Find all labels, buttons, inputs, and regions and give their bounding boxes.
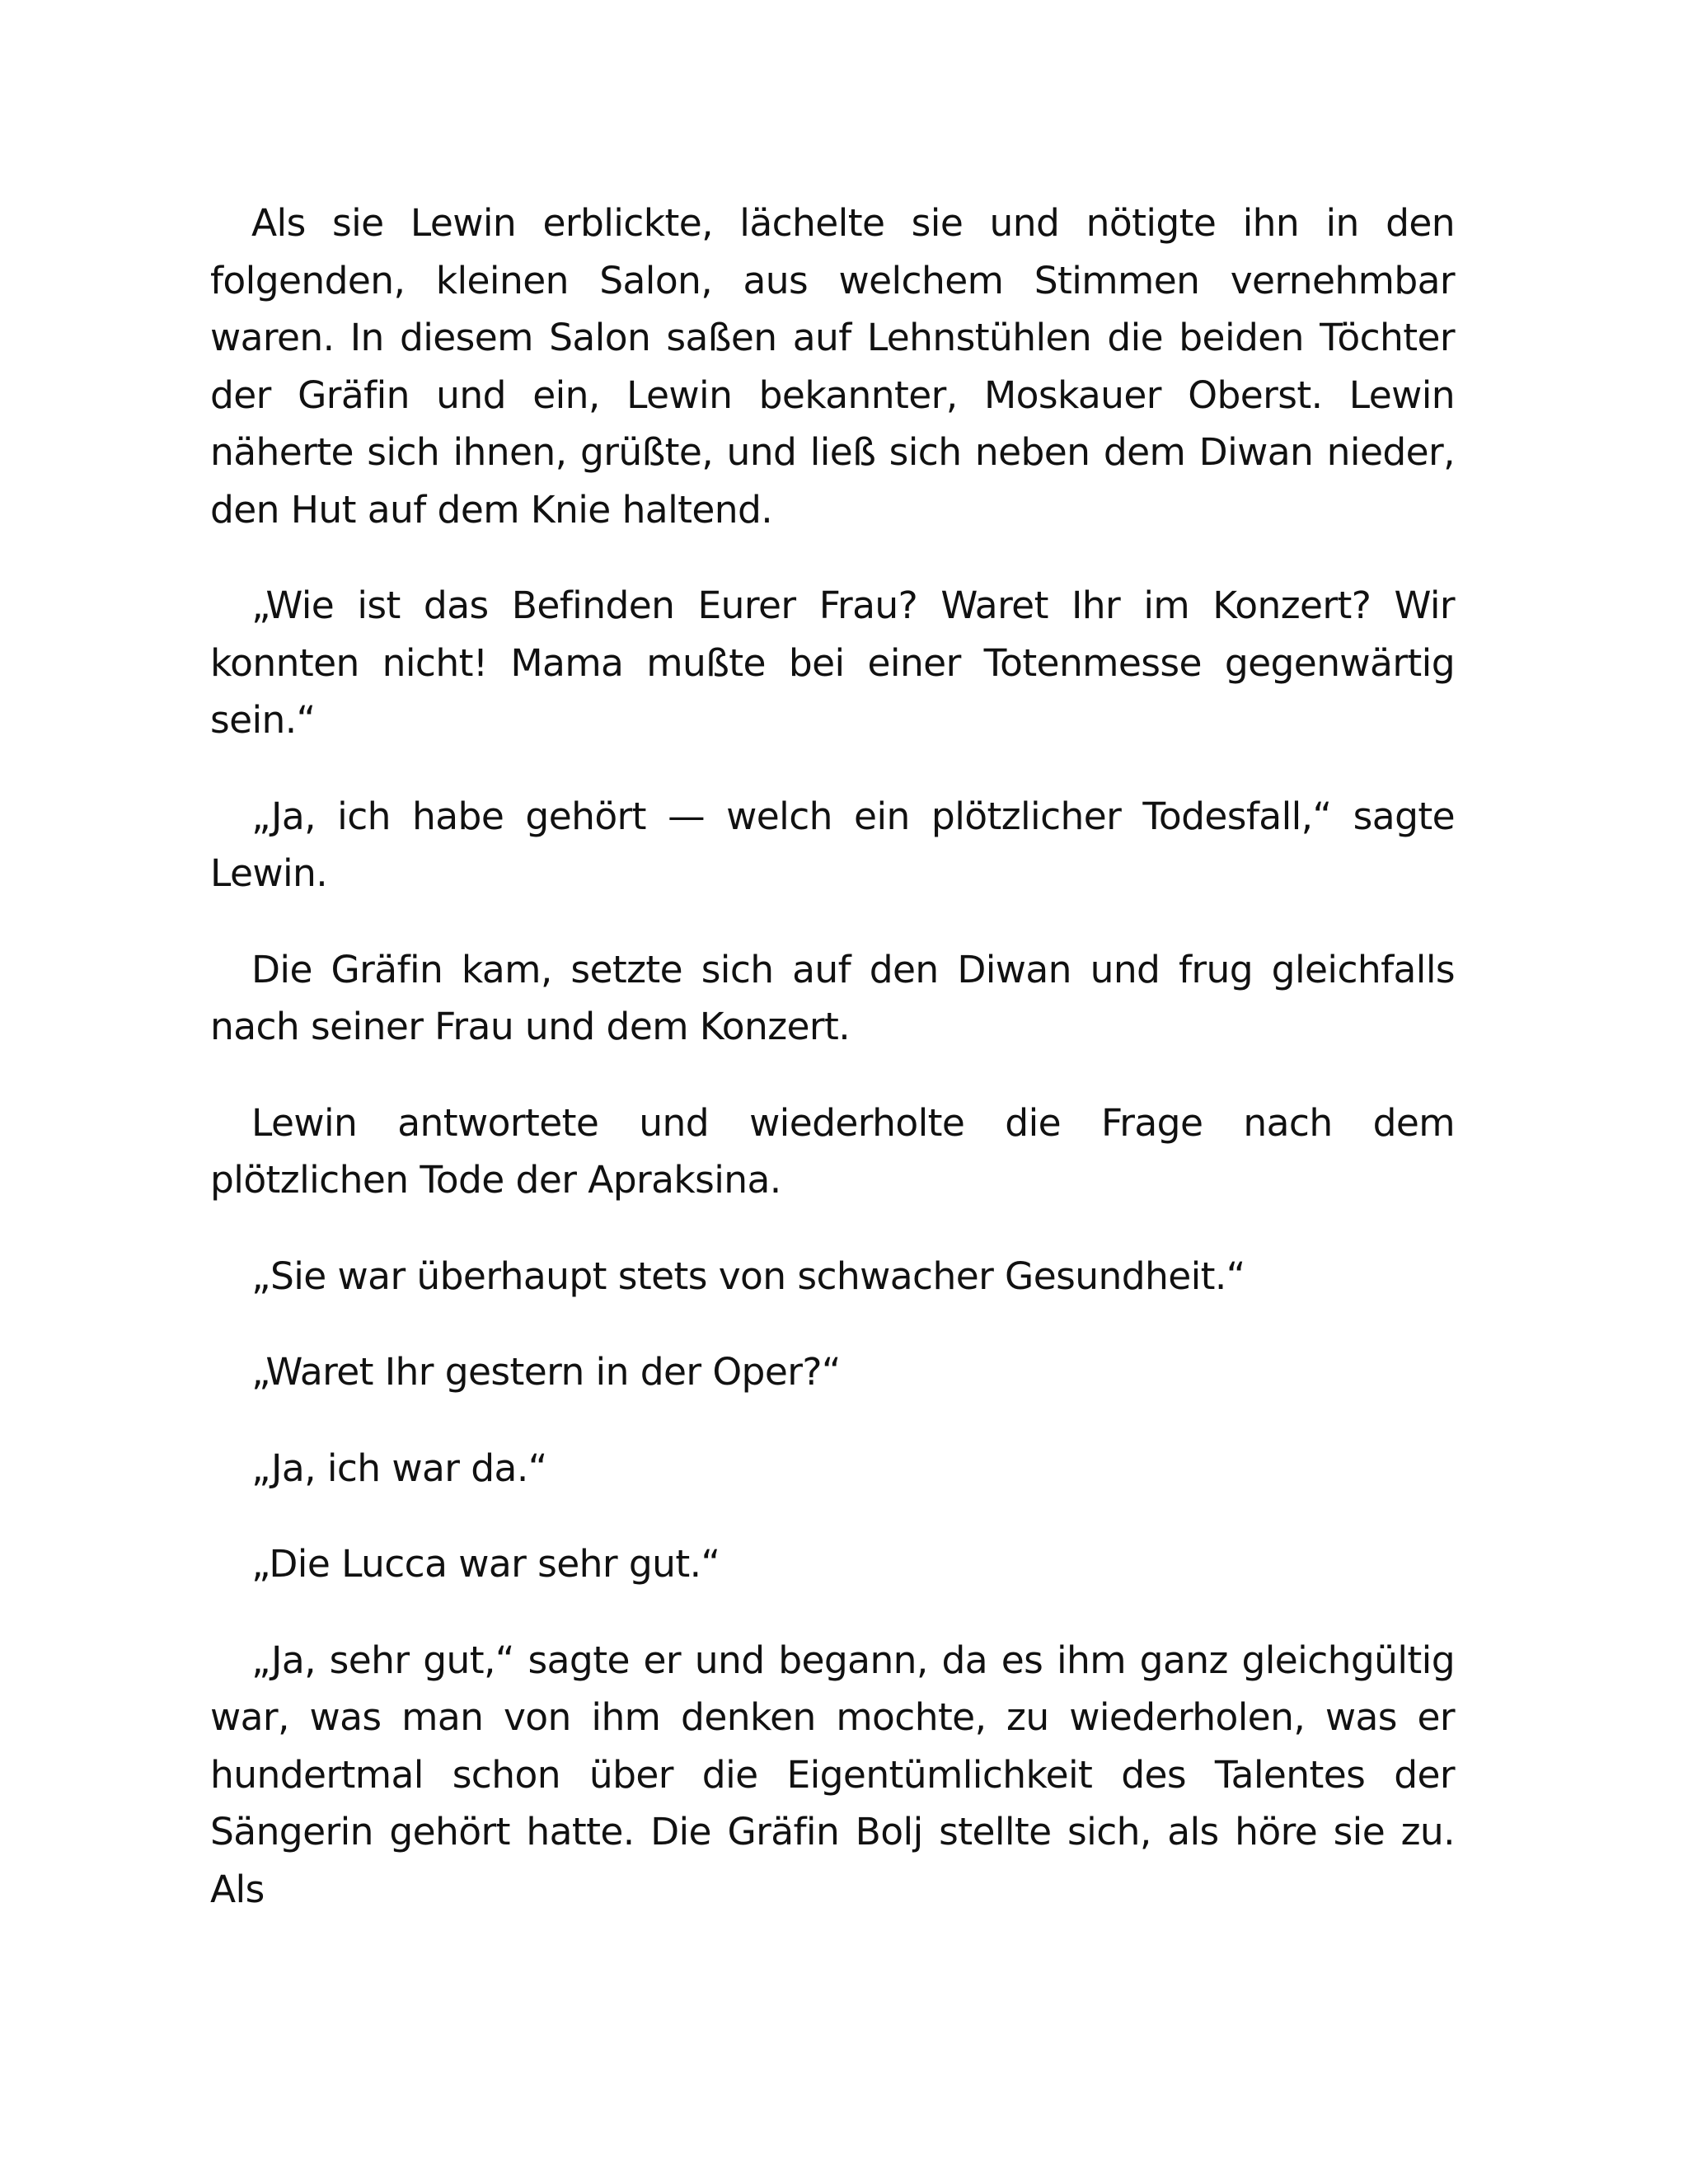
paragraph: „Wie ist das Befinden Eurer Frau? Waret Ihr im Konzert? Wir konnten nicht! Mama mußte bei einer Totenmesse gegenwärtig sein.“ bbox=[210, 583, 1455, 742]
paragraph: „Sie war überhaupt stets von schwacher Gesundheit.“ bbox=[251, 1254, 1245, 1298]
paragraph: „Ja, ich war da.“ bbox=[251, 1446, 547, 1490]
paragraph: Lewin antwortete und wiederholte die Frage nach dem plötzlichen Tode der Apraksina. bbox=[210, 1100, 1455, 1202]
page-text bbox=[210, 194, 1455, 1918]
paragraph: „Die Lucca war sehr gut.“ bbox=[251, 1542, 720, 1586]
paragraph: Die Gräfin kam, setzte sich auf den Diwan und frug gleichfalls nach seiner Frau und dem Konzert. bbox=[210, 947, 1455, 1048]
paragraph: „Waret Ihr gestern in der Oper?“ bbox=[251, 1350, 841, 1394]
paragraph: „Ja, ich habe gehört — welch ein plötzlicher Todesfall,“ sagte Lewin. bbox=[210, 794, 1455, 895]
paragraph: Als sie Lewin erblickte, lächelte sie und nötigte ihn in den folgenden, kleinen Salon, aus welchem Stimmen vernehmbar waren. In diesem Salon saßen auf Lehnstühlen die beiden Töchter der Gräfin und ein, Lewin bekannter, Moskauer Oberst. Lewin näherte sich ihnen, grüßte, und ließ sich neben dem Diwan nieder, den Hut auf dem Knie haltend. bbox=[210, 201, 1455, 532]
paragraph: „Ja, sehr gut,“ sagte er und begann, da es ihm ganz gleichgültig war, was man von ihm denken mochte, zu wiederholen, was er hundertmal schon über die Eigentümlichkeit des Talentes der Sängerin gehört hatte. Die Gräfin Bolj stellte sich, als höre sie zu. Als bbox=[210, 1638, 1455, 1911]
